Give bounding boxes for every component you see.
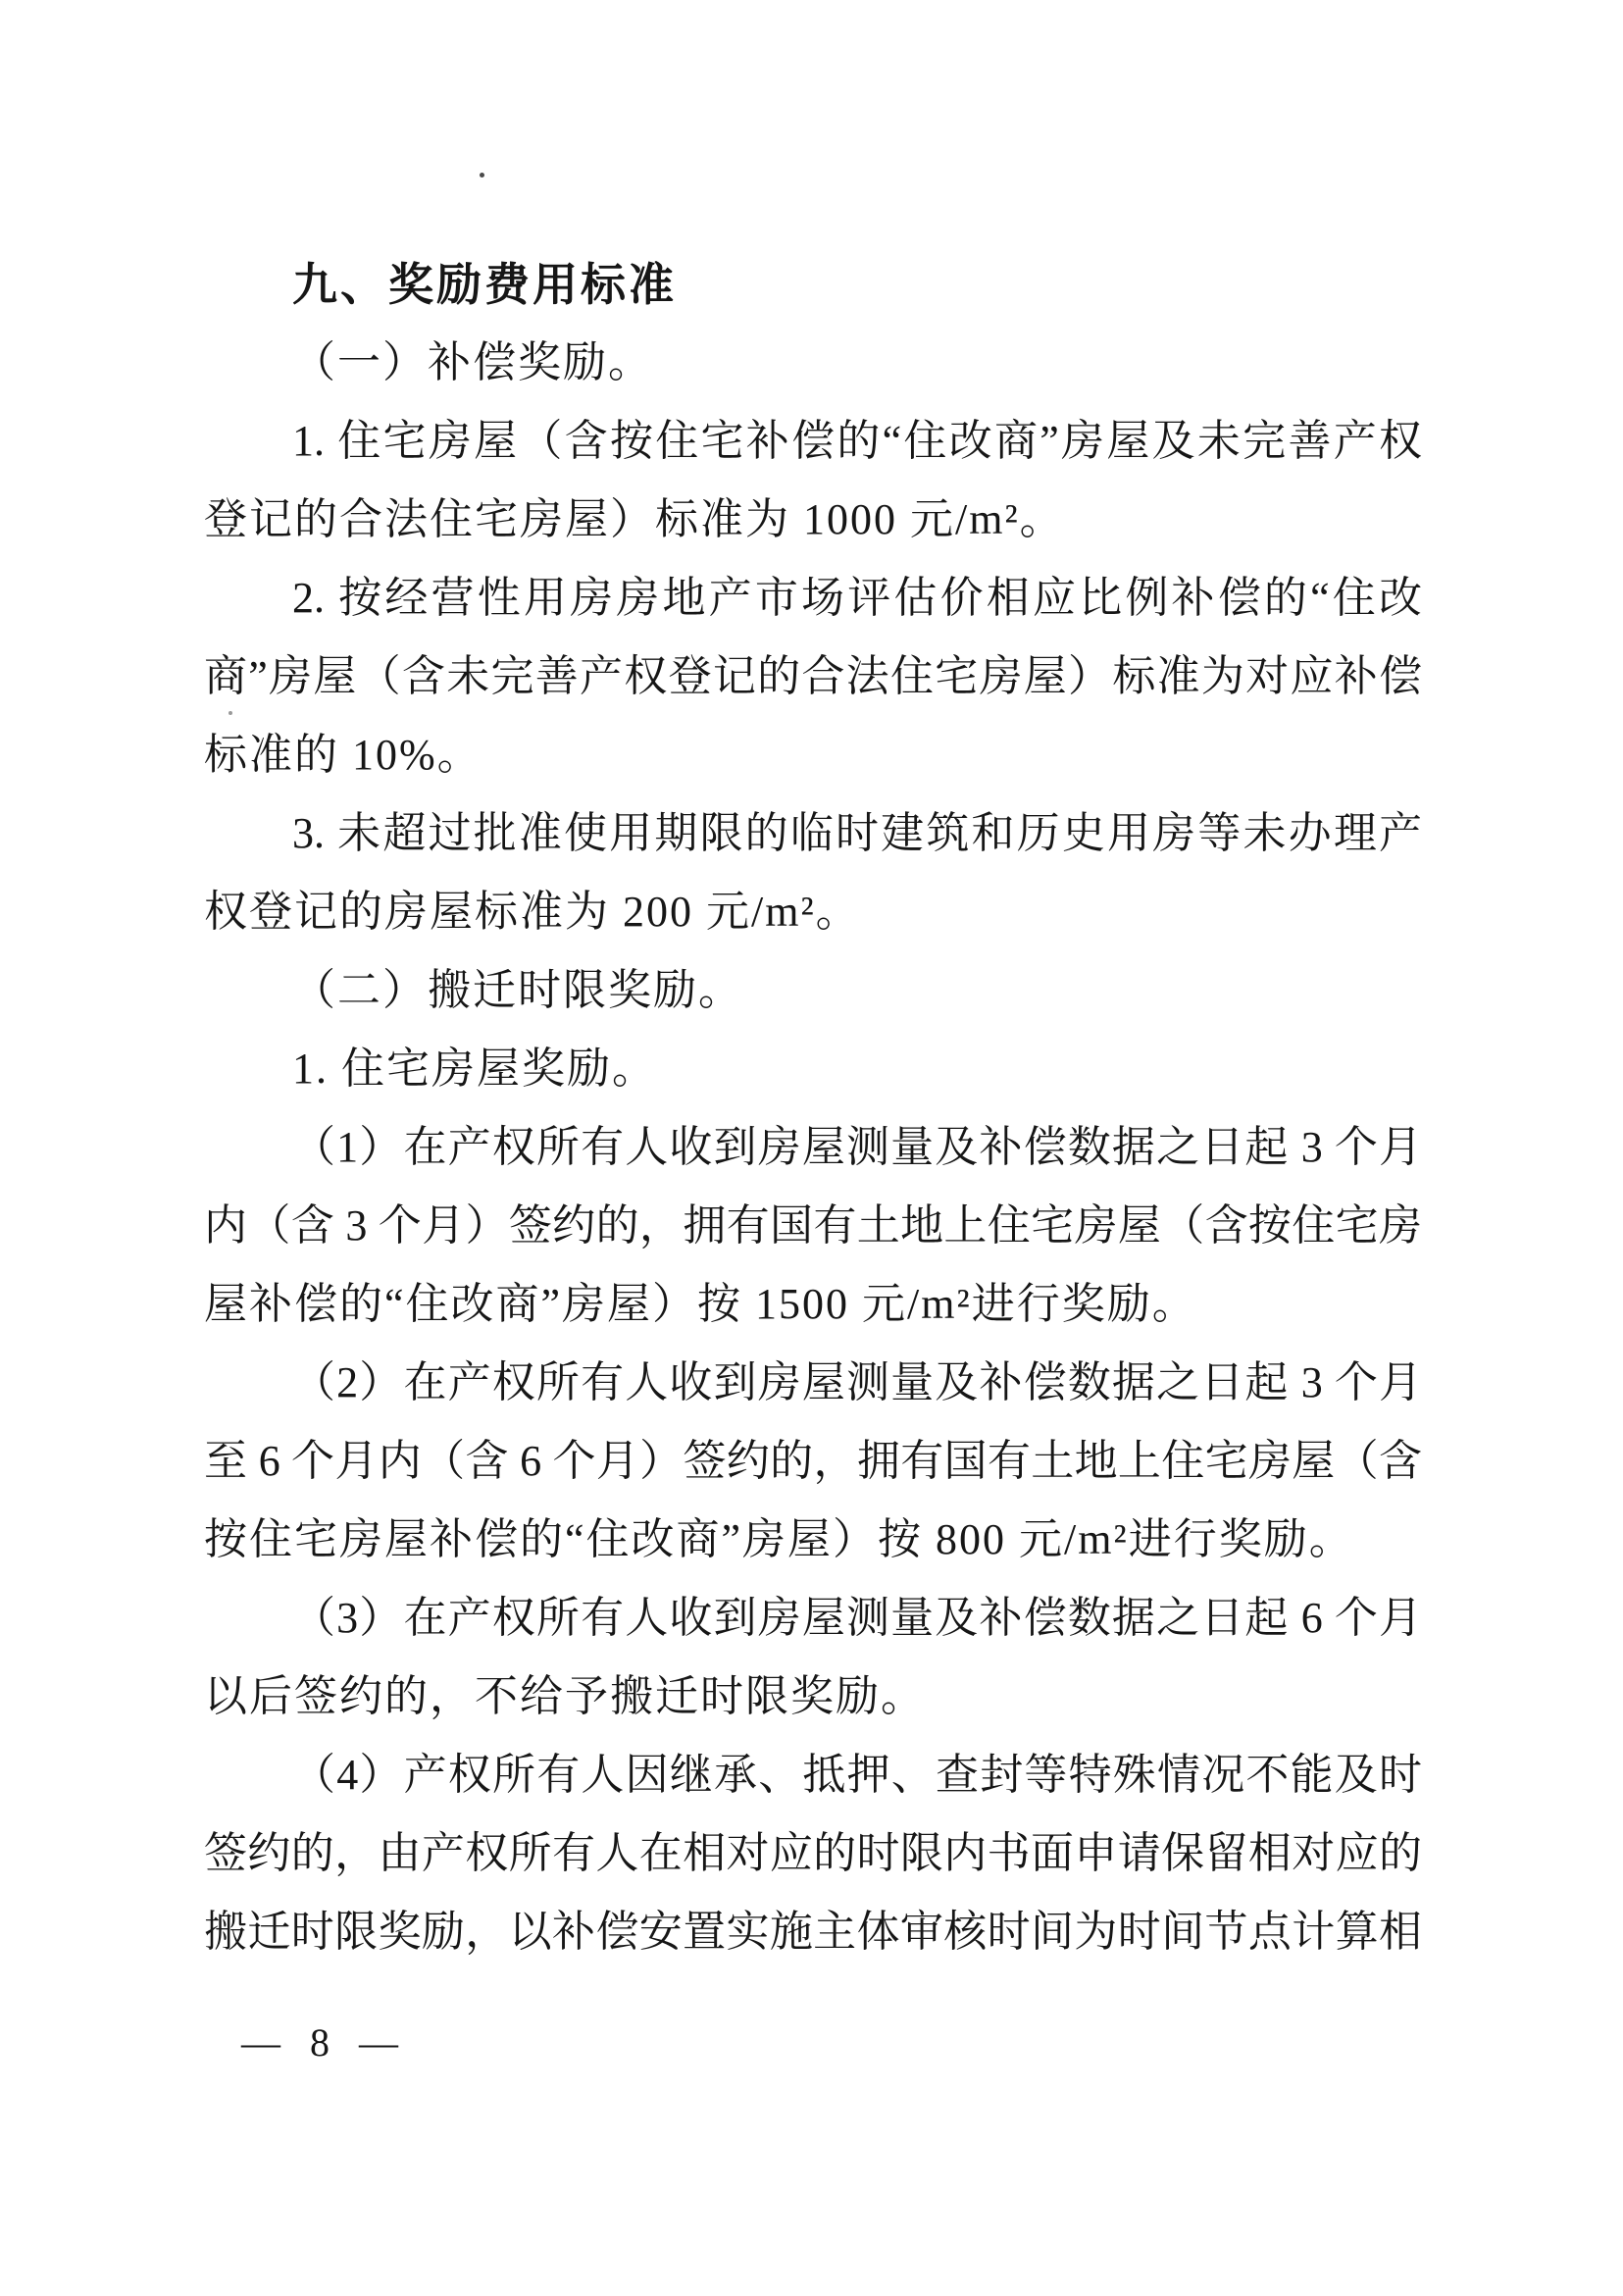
subsection-heading: （二）搬迁时限奖励。 xyxy=(292,966,743,1014)
body-line: 屋补偿的“住改商”房屋）按 1500 元/m²进行奖励。 xyxy=(204,1280,1197,1328)
body-line: 至 6 个月内（含 6 个月）签约的，拥有国有土地上住宅房屋（含 xyxy=(204,1437,1422,1485)
body-line: 按住宅房屋补偿的“住改商”房屋）按 800 元/m²进行奖励。 xyxy=(204,1515,1354,1563)
body-line: 1. 住宅房屋奖励。 xyxy=(292,1045,657,1093)
body-line: （2）在产权所有人收到房屋测量及补偿数据之日起 3 个月 xyxy=(292,1358,1422,1406)
document-body xyxy=(204,245,1422,2071)
body-line: 搬迁时限奖励，以补偿安置实施主体审核时间为时间节点计算相 xyxy=(204,1908,1422,1956)
body-line: 权登记的房屋标准为 200 元/m²。 xyxy=(204,888,861,936)
page-number: — 8 — xyxy=(241,2020,408,2065)
body-line: （1）在产权所有人收到房屋测量及补偿数据之日起 3 个月 xyxy=(292,1123,1422,1171)
body-line: （3）在产权所有人收到房屋测量及补偿数据之日起 6 个月 xyxy=(292,1594,1422,1642)
body-line: 商”房屋（含未完善产权登记的合法住宅房屋）标准为对应补偿 xyxy=(204,652,1422,700)
body-line: （4）产权所有人因继承、抵押、查封等特殊情况不能及时 xyxy=(292,1751,1422,1799)
body-line: 标准的 10%。 xyxy=(204,731,482,779)
body-line: 内（含 3 个月）签约的，拥有国有土地上住宅房屋（含按住宅房 xyxy=(204,1201,1422,1250)
body-line: 登记的合法住宅房屋）标准为 1000 元/m²。 xyxy=(204,495,1065,543)
body-line: 签约的，由产权所有人在相对应的时限内书面申请保留相对应的 xyxy=(204,1829,1422,1877)
section-heading: 九、奖励费用标准 xyxy=(292,259,677,310)
subsection-heading: （一）补偿奖励。 xyxy=(292,338,653,386)
body-line: 以后签约的，不给予搬迁时限奖励。 xyxy=(204,1672,926,1720)
body-line: 1. 住宅房屋（含按住宅补偿的“住改商”房屋及未完善产权 xyxy=(292,417,1422,465)
scan-speck xyxy=(480,173,484,178)
body-line: 3. 未超过批准使用期限的临时建筑和历史用房等未办理产 xyxy=(292,809,1422,857)
body-line: 2. 按经营性用房房地产市场评估价相应比例补偿的“住改 xyxy=(292,574,1422,622)
